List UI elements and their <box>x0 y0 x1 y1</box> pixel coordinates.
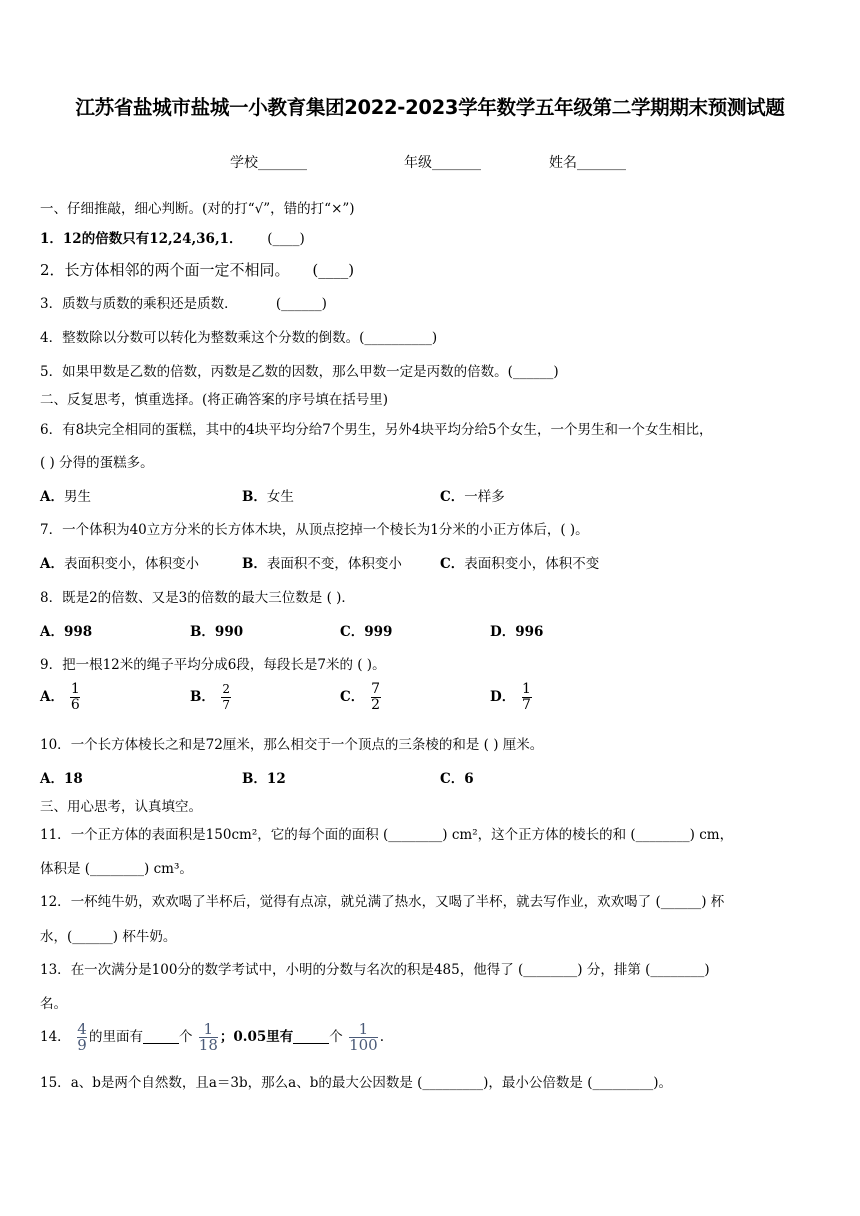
question-13-continued: 名。 <box>40 996 67 1012</box>
option-c: C．999 <box>340 624 393 640</box>
option-a: A． $\frac{1}{6}$ <box>40 681 80 713</box>
question-number: 14． <box>40 1029 71 1045</box>
question-11-continued: 体积是 (________) cm³。 <box>40 861 193 877</box>
section-heading-1: 一、仔细推敲，细心判断。(对的打“√”，错的打“×”) <box>40 201 355 217</box>
question-text: 一个长方体棱长之和是72厘米，那么相交于一个顶点的三条棱的和是 ( ) 厘米。 <box>70 737 544 753</box>
answer-blank: (____) <box>267 231 305 247</box>
question-number: 6． <box>40 422 63 438</box>
option-c: C． $\frac{7}{2}$ <box>340 681 380 713</box>
question-number: 5． <box>40 364 63 380</box>
option-b: B．990 <box>190 624 244 640</box>
fraction-one-hundredth: $\frac{1}{100}$ <box>349 1020 378 1054</box>
answer-blank: (____) <box>312 261 355 279</box>
answer-blank <box>143 1029 179 1044</box>
question-number: 12． <box>40 894 71 910</box>
question-number: 9． <box>40 657 63 673</box>
question-7 <box>40 518 589 538</box>
question-9 <box>40 653 386 673</box>
question-12-continued: 水，(______) 杯牛奶。 <box>40 929 177 945</box>
option-c: C．一样多 <box>440 489 505 505</box>
question-11 <box>40 823 733 843</box>
option-b: B．12 <box>242 771 286 787</box>
question-15 <box>40 1071 672 1091</box>
question-text: 把一根12米的绳子平均分成6段，每段长是7米的 ( )。 <box>62 657 386 673</box>
question-13 <box>40 958 710 978</box>
name-field: 姓名_______ <box>549 155 626 171</box>
question-12 <box>40 890 724 910</box>
question-number: 2． <box>40 261 65 279</box>
fraction: $\frac{7}{2}$ <box>371 681 380 713</box>
question-3 <box>40 292 327 312</box>
question-text: 既是2的倍数、又是3的倍数的最大三位数是 ( )． <box>62 590 355 606</box>
question-number: 11． <box>40 827 71 843</box>
fraction: $\frac{1}{7}$ <box>522 681 531 713</box>
question-text: 12的倍数只有12,24,36,1． <box>62 231 243 247</box>
question-number: 15． <box>40 1075 71 1091</box>
question-number: 4． <box>40 330 63 346</box>
option-b: B．表面积不变，体积变小 <box>242 556 402 572</box>
fraction-four-ninths: $\frac{4}{9}$ <box>77 1020 87 1054</box>
question-14: 14． $\frac{4}{9}$ 的里面有 个 $\frac{1}{18}$ ；0.05里有 个 $\frac{1}{100}$ . <box>40 1020 384 1054</box>
fraction: $\frac{1}{6}$ <box>70 681 80 713</box>
question-2 <box>40 259 354 280</box>
question-text: 长方体相邻的两个面一定不相同。 <box>64 261 290 279</box>
question-number: 3． <box>40 296 63 312</box>
option-a: A．18 <box>40 771 83 787</box>
question-text: 有8块完全相同的蛋糕，其中的4块平均分给7个男生，另外4块平均分给5个女生，一个男生和一个女生相比， <box>62 422 713 438</box>
option-a: A．998 <box>40 624 93 640</box>
fraction-one-eighteenth: $\frac{1}{18}$ <box>198 1020 218 1054</box>
question-number: 1． <box>40 231 63 247</box>
question-8 <box>40 586 355 606</box>
question-text: 一个正方体的表面积是150cm²，它的每个面的面积 (________) cm²，这个正方体的棱长的和 (________) cm， <box>70 827 734 843</box>
school-field: 学校_______ <box>230 155 307 171</box>
option-c: C．6 <box>440 771 474 787</box>
question-text: a、b是两个自然数，且a＝3b，那么a、b的最大公因数是 (_________)，最小公倍数是 (_________)。 <box>70 1075 672 1091</box>
question-number: 8． <box>40 590 63 606</box>
question-text: 一个体积为40立方分米的长方体木块，从顶点挖掉一个棱长为1分米的小正方体后，( )。 <box>62 522 589 538</box>
fraction: $\frac{2}{7}$ <box>222 682 231 712</box>
option-b: B． $\frac{2}{7}$ <box>190 682 231 712</box>
option-d: D． $\frac{1}{7}$ <box>490 681 531 713</box>
section-heading-3: 三、用心思考，认真填空。 <box>40 799 202 815</box>
option-c: C．表面积变小，体积不变 <box>440 556 600 572</box>
question-number: 10． <box>40 737 71 753</box>
question-1 <box>40 227 305 247</box>
question-10 <box>40 733 543 753</box>
question-text: 如果甲数是乙数的倍数，丙数是乙数的因数，那么甲数一定是丙数的倍数。(______) <box>62 364 559 380</box>
question-text: 在一次满分是100分的数学考试中，小明的分数与名次的积是485，他得了 (________) 分，排第 (________) <box>70 962 710 978</box>
question-5 <box>40 360 559 380</box>
option-d: D．996 <box>490 624 544 640</box>
question-4 <box>40 326 437 346</box>
option-a: A．男生 <box>40 489 91 505</box>
question-number: 13． <box>40 962 71 978</box>
question-text: 质数与质数的乘积还是质数． <box>62 296 238 312</box>
page-title: 江苏省盐城市盐城一小教育集团2022-2023学年数学五年级第二学期期末预测试题 <box>75 96 785 119</box>
section-heading-2: 二、反复思考，慎重选择。(将正确答案的序号填在括号里) <box>40 392 389 408</box>
question-6 <box>40 418 713 438</box>
answer-blank: (______) <box>275 296 327 312</box>
grade-field: 年级_______ <box>404 155 481 171</box>
option-b: B．女生 <box>242 489 294 505</box>
question-number: 7． <box>40 522 63 538</box>
option-a: A．表面积变小，体积变小 <box>40 556 199 572</box>
question-text: 整数除以分数可以转化为整数乘这个分数的倒数。(__________) <box>62 330 438 346</box>
question-text: 一杯纯牛奶，欢欢喝了半杯后，觉得有点凉，就兑满了热水，又喝了半杯，就去写作业，欢欢喝了 (______) 杯 <box>70 894 725 910</box>
answer-blank <box>293 1029 329 1044</box>
question-6-continued: ( ) 分得的蛋糕多。 <box>40 455 154 471</box>
